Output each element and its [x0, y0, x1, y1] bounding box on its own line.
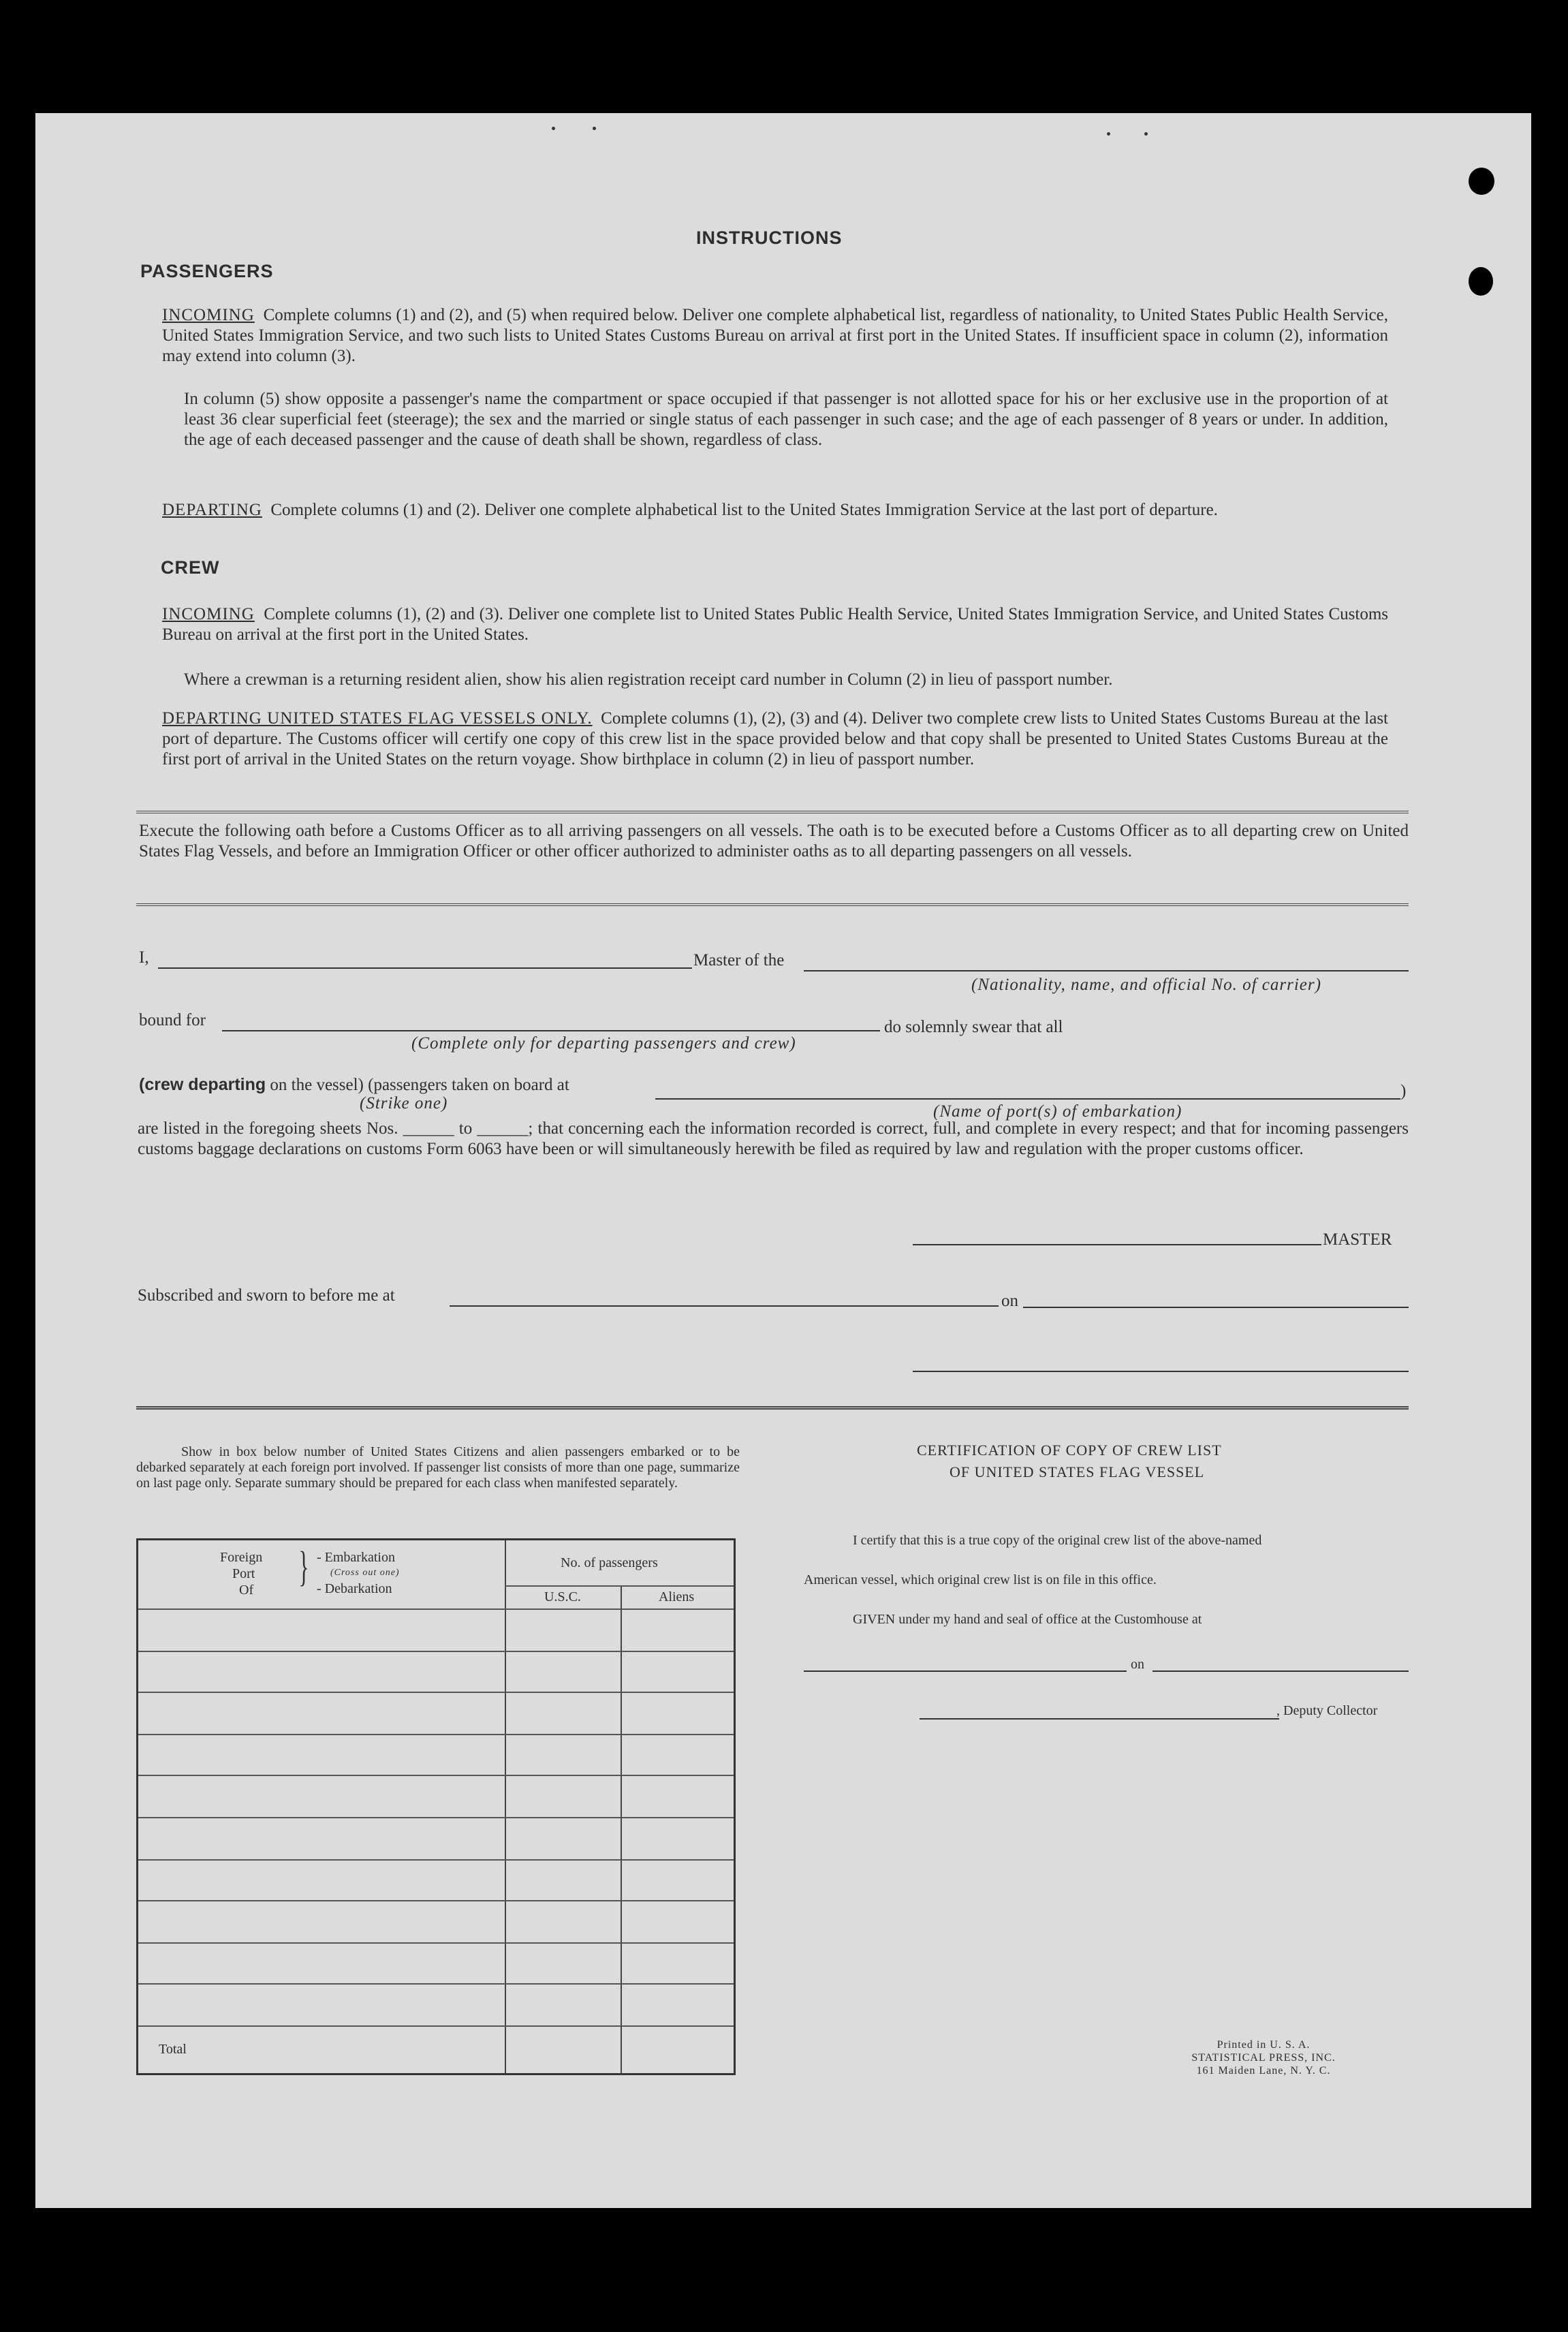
row-divider [138, 2025, 734, 2027]
summary-instruction: Show in box below number of United States Citizens and alien passengers embarked or to be debarked separately at each foreign port involved. If passenger list consists of more than one page, summarize on last page only. Separate summary should be prepared for each class when manifested separately. [136, 1444, 740, 1491]
row-divider [138, 1942, 734, 1944]
crew-incoming-label: INCOMING [162, 605, 255, 623]
no-of-passengers-header: No. of passengers [561, 1555, 658, 1570]
incoming-text: Complete columns (1) and (2), and (5) when required below. Deliver one complete alphabetical list, regardless of nationality, to United States Public Health Service, United States Immigration Service, and two such lists to United States Customs Bureau on arrival at first port in the United States. If insufficient space in column (2), information may extend into column (3). [162, 306, 1389, 365]
officer-signature-line[interactable] [913, 1371, 1409, 1372]
header-divider [505, 1585, 734, 1587]
divider [136, 1406, 1409, 1410]
master-label: MASTER [1323, 1230, 1392, 1249]
subscribed-label: Subscribed and sworn to before me at [138, 1286, 395, 1305]
swear-label: do solemnly swear that all [884, 1018, 1063, 1036]
oath-listed-text: are listed in the foregoing sheets Nos. ______ to ______; that concerning each the information recorded is correct, full, and complete in every respect; and that for incoming passengers customs baggage declarations on customs Form 6063 have been or will simultaneously herewith be filed as required by law and regulation with the proper customs officer. [138, 1119, 1409, 1158]
speck [1107, 132, 1110, 136]
row-divider [138, 1734, 734, 1735]
oath-intro: Execute the following oath before a Customs Officer as to all arriving passengers on all vessels. The oath is to be executed before a Customs Officer as to all departing crew on United States Flag Vessels, and before an Immigration Officer or other officer authorized to administer oaths as to all departing passengers on all vessels. [139, 822, 1409, 860]
embarkation-option[interactable]: - Embarkation [317, 1550, 395, 1565]
brace: } [298, 1544, 309, 1590]
speck [552, 127, 555, 130]
printer-imprint [1185, 2038, 1342, 2077]
embarkation-ports-field[interactable] [655, 1098, 1400, 1100]
header-bottom [138, 1608, 734, 1610]
master-name-field[interactable] [158, 967, 692, 969]
certification-date-field[interactable] [1153, 1670, 1409, 1672]
bound-for-label: bound for [139, 1011, 206, 1029]
given-line: GIVEN under my hand and seal of office at the Customhouse at [853, 1612, 1202, 1627]
bound-for-field[interactable] [222, 1030, 880, 1031]
crew-incoming-text: Complete columns (1), (2) and (3). Deliver one complete list to United States Public Health Service, United States Immigration Service, and United States Customs Bureau on arrival at the first port in the United States. [162, 605, 1388, 644]
strike-one-caption: (Strike one) [360, 1094, 448, 1113]
sworn-on-label: on [1001, 1292, 1018, 1310]
passengers-incoming-paragraph [162, 305, 1388, 367]
speck [1144, 132, 1148, 136]
carrier-caption: (Nationality, name, and official No. of carrier) [971, 976, 1321, 994]
row-divider [138, 1900, 734, 1901]
row-divider [138, 1859, 734, 1861]
certify-line2: American vessel, which original crew list is on file in this office. [804, 1572, 1157, 1587]
row-divider [138, 1651, 734, 1652]
deputy-collector-signature[interactable] [920, 1718, 1279, 1720]
instructions-title: INSTRUCTIONS [696, 228, 843, 248]
crewman-paragraph: Where a crewman is a returning resident alien, show his alien registration receipt card number in Column (2) in lieu of passport number. [184, 670, 1113, 689]
total-label: Total [159, 2042, 187, 2057]
divider [136, 903, 1409, 906]
column-divider [505, 1540, 506, 2073]
customhouse-field[interactable] [804, 1670, 1127, 1672]
row-divider [138, 1817, 734, 1818]
flag-vessels-text: Complete columns (1), (2), (3) and (4). Deliver two complete crew lists to United States Customs Bureau at the last port of departure. The Customs officer will certify one copy of this crew list in the space provided below and that copy shall be presented to United States Customs Bureau at the first port of arrival in the United States on the return voyage. Show birthplace in column (2) in lieu of passport number. [162, 709, 1388, 768]
flag-vessels-label: DEPARTING UNITED STATES FLAG VESSELS ONLY. [162, 709, 593, 728]
row-divider [138, 1692, 734, 1693]
column5-paragraph: In column (5) show opposite a passenger's name the compartment or space occupied if that passenger is not allotted space for his or her exclusive use in the proportion of at least 36 clear superficial feet (steerage); the sex and the married or single status of each passenger in such case; and the age of each passenger of 8 years or under. In addition, the age of each deceased passenger and the cause of death shall be shown, regardless of class. [184, 390, 1388, 449]
printer-line2: STATISTICAL PRESS, INC. [1191, 2052, 1336, 2064]
foreign-label: Foreign [220, 1550, 263, 1565]
departing-label: DEPARTING [162, 501, 262, 519]
deputy-collector-label: , Deputy Collector [1276, 1703, 1378, 1718]
crew-incoming-paragraph [162, 604, 1388, 645]
usc-header: U.S.C. [544, 1589, 581, 1604]
certification-on-label: on [1131, 1657, 1144, 1672]
sworn-at-field[interactable] [450, 1305, 999, 1307]
certification-title-line2: OF UNITED STATES FLAG VESSEL [950, 1463, 1205, 1480]
certify-line1: I certify that this is a true copy of the original crew list of the above-named [853, 1533, 1262, 1548]
master-of-the-label: Master of the [693, 951, 785, 969]
passengers-taken-option[interactable]: (passengers taken on board at [368, 1076, 569, 1094]
passenger-summary-table [136, 1538, 736, 2075]
passengers-heading: PASSENGERS [140, 261, 274, 281]
binder-hole-middle [1469, 267, 1493, 296]
of-label: Of [239, 1583, 254, 1598]
close-paren: ) [1400, 1082, 1407, 1100]
certification-title-line1: CERTIFICATION OF COPY OF CREW LIST [917, 1442, 1222, 1459]
aliens-header: Aliens [659, 1589, 695, 1604]
master-signature-line[interactable] [913, 1244, 1321, 1245]
port-label: Port [232, 1566, 255, 1581]
departing-text: Complete columns (1) and (2). Deliver one complete alphabetical list to the United States Immigration Service at the last port of departure. [270, 501, 1218, 519]
oath-i-label: I, [139, 948, 149, 967]
sworn-date-field[interactable] [1023, 1307, 1409, 1308]
carrier-field[interactable] [804, 970, 1409, 971]
incoming-label: INCOMING [162, 306, 255, 324]
printer-line1: Printed in U. S. A. [1217, 2039, 1311, 2051]
divider [136, 811, 1409, 813]
speck [593, 127, 596, 130]
ports-caption: (Name of port(s) of embarkation) [933, 1102, 1182, 1121]
crew-heading: CREW [161, 557, 220, 578]
cross-out-caption: (Cross out one) [330, 1568, 400, 1578]
binder-hole-top [1469, 168, 1494, 195]
row-divider [138, 1775, 734, 1776]
passengers-departing-paragraph [162, 500, 1388, 520]
printer-line3: 161 Maiden Lane, N. Y. C. [1196, 2065, 1331, 2077]
bound-caption: (Complete only for departing passengers and crew) [411, 1034, 796, 1053]
crew-departing-option[interactable]: (crew departing [139, 1075, 266, 1094]
flag-vessels-paragraph [162, 709, 1388, 770]
debarkation-option[interactable]: - Debarkation [317, 1581, 392, 1596]
column-divider [621, 1585, 622, 2073]
on-the-vessel-label: on the vessel) [270, 1076, 364, 1094]
strike-one-row [139, 1075, 569, 1095]
row-divider [138, 1983, 734, 1985]
